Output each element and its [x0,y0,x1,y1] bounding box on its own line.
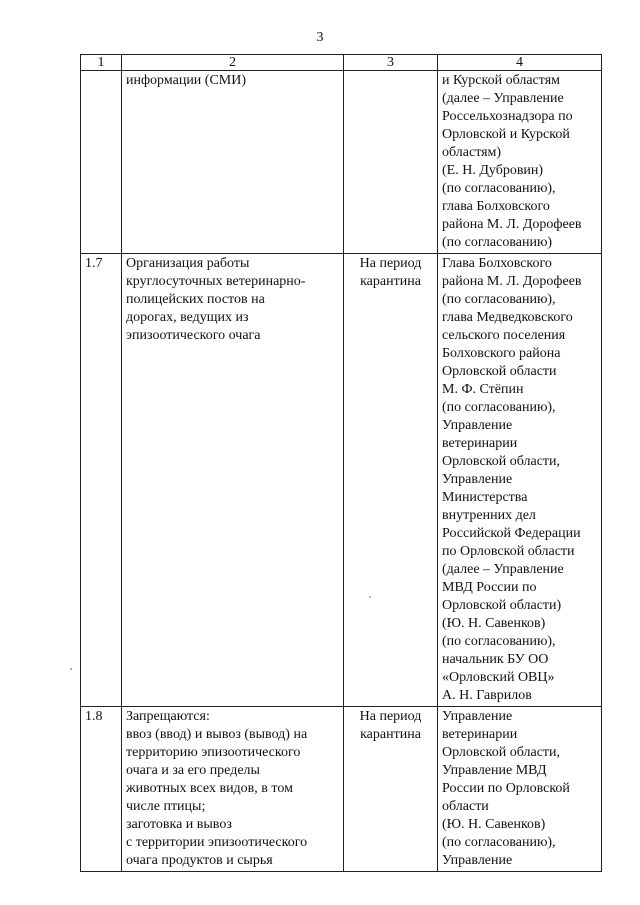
cell-text-line: (Е. Н. Дубровин) [442,163,544,178]
cell-text-line: М. Ф. Стёпин [442,382,524,397]
cell-text-line: глава Болховского [442,199,550,214]
cell-text-line: круглосуточных ветеринарно- [126,274,306,289]
row-responsible [438,71,602,254]
table-row [81,254,602,707]
row-measure [122,254,344,707]
cell-text-line: МВД России по [442,580,537,595]
header-col-2: 2 [122,55,344,71]
cell-text-line: Управление [442,418,513,433]
cell-text-line: (Ю. Н. Савенков) [442,616,546,631]
cell-text-line: (по согласованию), [442,400,556,415]
cell-text-line: карантина [360,727,421,742]
scan-speck [369,596,371,598]
scan-speck [70,668,72,670]
cell-text-line: глава Медведковского [442,310,573,325]
cell-text-line: На период [359,256,422,271]
cell-text-line: Управление [442,472,513,487]
cell-text-line: информации (СМИ) [126,73,247,88]
cell-text-line: ветеринарии [442,436,518,451]
cell-text-line: внутренних дел [442,508,536,523]
cell-text-line: Орловской области, [442,745,561,760]
header-col-4: 4 [438,55,602,71]
table-row [81,71,602,254]
row-term [344,707,438,872]
cell-text-line: Российской Федерации [442,526,581,541]
cell-text-line: животных всех видов, в том [126,781,293,796]
row-number: 1.8 [81,707,122,872]
row-measure [122,71,344,254]
cell-text-line: полицейских постов на [126,292,265,307]
cell-text-line: эпизоотического очага [126,328,261,343]
row-term [344,71,438,254]
cell-text-line: по Орловской области [442,544,575,559]
measures-table [80,54,602,872]
cell-text-line: Орловской и Курской [442,127,570,142]
cell-text-line: ветеринарии [442,727,518,742]
cell-text-line: Орловской области, [442,454,561,469]
cell-text-line: области [442,799,489,814]
row-number [81,71,122,254]
cell-text-line: Организация работы [126,256,250,271]
cell-text-line: Орловской области [442,364,557,379]
cell-text-line: сельского поселения [442,328,566,343]
cell-text-line: карантина [360,274,421,289]
cell-text-line: (по согласованию), [442,634,556,649]
cell-text-line: (по согласованию), [442,835,556,850]
row-responsible [438,254,602,707]
row-term [344,254,438,707]
row-measure [122,707,344,872]
cell-text-line: Орловской области) [442,598,562,613]
cell-text-line: ввоз (ввод) и вывоз (вывод) на [126,727,308,742]
cell-text-line: «Орловский ОВЦ» [442,670,555,685]
cell-text-line: (по согласованию), [442,181,556,196]
cell-text-line: Россельхознадзора по [442,109,573,124]
cell-text-line: территорию эпизоотического [126,745,301,760]
cell-text-line: Запрещаются: [126,709,210,724]
cell-text-line: Управление [442,709,513,724]
cell-text-line: России по Орловской [442,781,570,796]
header-col-3: 3 [344,55,438,71]
cell-text-line: очага и за его пределы [126,763,260,778]
cell-text-line: (далее – Управление [442,562,564,577]
cell-text-line: Глава Болховского [442,256,552,271]
cell-text-line: начальник БУ ОО [442,652,549,667]
header-col-1: 1 [81,55,122,71]
cell-text-line: областям) [442,145,502,160]
cell-text-line: На период [359,709,422,724]
cell-text-line: (по согласованию) [442,235,553,250]
cell-text-line: (Ю. Н. Савенков) [442,817,546,832]
cell-text-line: района М. Л. Дорофеев [442,217,582,232]
page-number: 3 [316,30,324,45]
cell-text-line: А. Н. Гаврилов [442,688,532,703]
row-number: 1.7 [81,254,122,707]
cell-text-line: числе птицы; [126,799,206,814]
cell-text-line: Болховского района [442,346,561,361]
row-responsible [438,707,602,872]
cell-text-line: очага продуктов и сырья [126,853,273,868]
cell-text-line: района М. Л. Дорофеев [442,274,582,289]
cell-text-line: Управление МВД [442,763,547,778]
table-header-row [81,55,602,71]
cell-text-line: с территории эпизоотического [126,835,308,850]
cell-text-line: (по согласованию), [442,292,556,307]
cell-text-line: дорогах, ведущих из [126,310,249,325]
table-row [81,707,602,872]
cell-text-line: заготовка и вывоз [126,817,232,832]
cell-text-line: (далее – Управление [442,91,564,106]
cell-text-line: Министерства [442,490,528,505]
cell-text-line: Управление [442,853,513,868]
cell-text-line: и Курской областям [442,73,560,88]
